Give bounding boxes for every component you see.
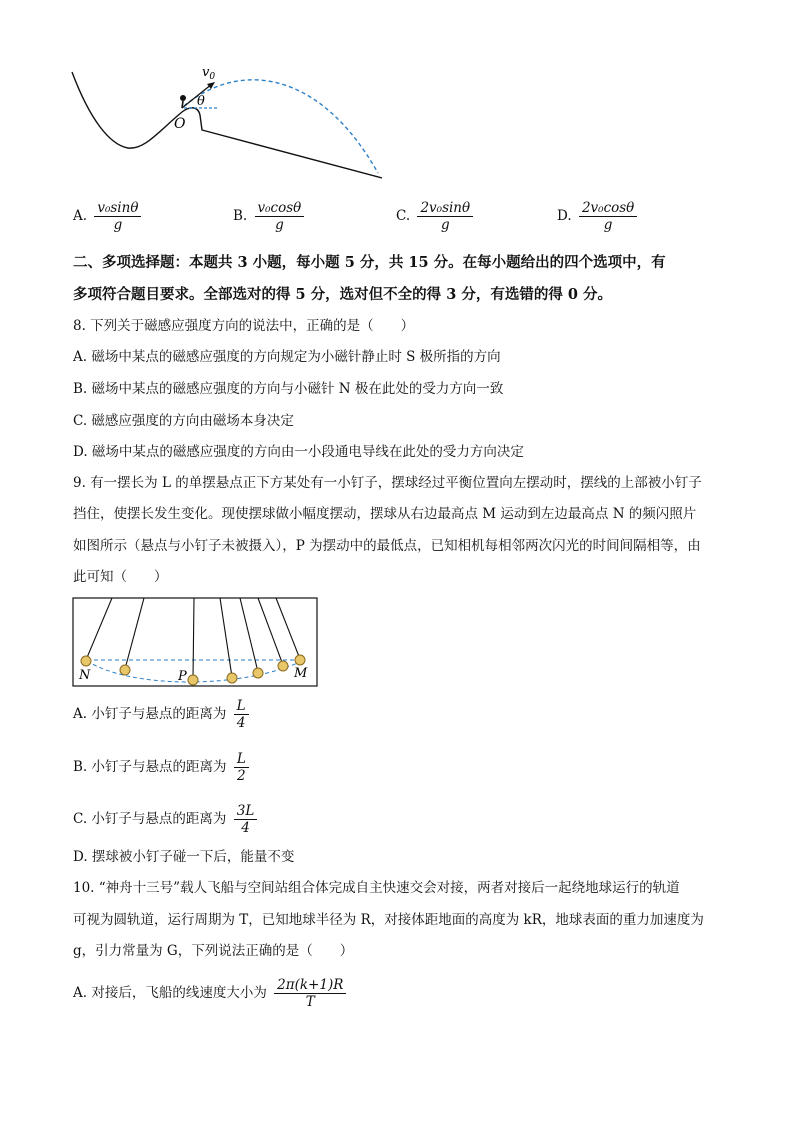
theta-label: θ — [197, 94, 205, 109]
q8-stem: 8. 下列关于磁感应强度方向的说法中，正确的是（ ） — [73, 318, 415, 334]
q7-option-a: A. $\frac{\text{v₀sinθ}}{g}$ — [73, 200, 141, 233]
q10-option-a: A. 对接后，飞船的线速度大小为 $\frac{2\pi(k+1)R}{T}$ — [73, 977, 346, 1010]
q8-option-d: D. 磁场中某点的磁感应强度的方向由一小段通电导线在此处的受力方向决定 — [73, 444, 524, 460]
skier-head — [180, 95, 186, 101]
q7-option-d: D. $\frac{\text{2v₀cosθ}}{g}$ — [557, 200, 637, 233]
pendulum-figure — [72, 597, 319, 689]
q9-option-c: C. 小钉子与悬点的距离为 $\frac{3L}{4}$ — [73, 803, 257, 836]
label-m: M — [294, 666, 308, 681]
ball — [227, 673, 237, 683]
q7-option-b: B. $\frac{\text{v₀cosθ}}{g}$ — [233, 200, 304, 233]
q9-line4: 此可知（ ） — [73, 569, 168, 585]
label-n: N — [79, 668, 91, 683]
ball — [278, 661, 288, 671]
trajectory-dashed — [184, 80, 378, 173]
ball — [120, 665, 130, 675]
q9-line3: 如图所示（悬点与小钉子未被摄入），P 为摆动中的最低点，已知相机每相邻两次闪光的时间间隔相等，由 — [73, 538, 701, 554]
arrow-head — [207, 82, 215, 89]
ball-p — [188, 675, 198, 685]
q9-option-b: B. 小钉子与悬点的距离为 $\frac{L}{2}$ — [73, 751, 249, 784]
v0-label: $v_0$ — [202, 65, 216, 82]
ramp-curve — [72, 72, 382, 178]
section2-line2: 多项符合题目要求。全部选对的得 5 分，选对但不全的得 3 分，有选错的得 0 分。 — [73, 286, 613, 303]
q8-option-c: C. 磁感应强度的方向由磁场本身决定 — [73, 413, 294, 429]
ball — [253, 668, 263, 678]
q10-line2: 可视为圆轨道，运行周期为 T，已知地球半径为 R，对接体距地面的高度为 kR，地球表面的重力加速度为 — [73, 912, 704, 928]
q8-option-a: A. 磁场中某点的磁感应强度的方向规定为小磁针静止时 S 极所指的方向 — [73, 349, 501, 365]
ball-n — [81, 656, 91, 666]
q8-option-b: B. 磁场中某点的磁感应强度的方向与小磁针 N 极在此处的受力方向一致 — [73, 381, 504, 397]
origin-label: O — [174, 116, 186, 132]
q9-option-a: A. 小钉子与悬点的距离为 $\frac{L}{4}$ — [73, 698, 249, 731]
q10-line3: g，引力常量为 G，下列说法正确的是（ ） — [73, 943, 354, 959]
q9-line1: 9. 有一摆长为 L 的单摆悬点正下方某处有一小钉子，摆球经过平衡位置向左摆动时，摆线的上部被小钉子 — [73, 475, 702, 491]
q10-line1: 10. “神舟十三号”载人飞船与空间站组合体完成自主快速交会对接，两者对接后一起绕地球运行的轨道 — [73, 880, 680, 896]
projectile-figure — [60, 60, 400, 190]
ball-m — [295, 655, 305, 665]
label-p: P — [178, 669, 187, 684]
q9-line2: 挡住，使摆长发生变化。现使摆球做小幅度摆动，摆球从右边最高点 M 运动到左边最高点 N 的频闪照片 — [73, 506, 697, 522]
section2-line1: 二、多项选择题：本题共 3 小题，每小题 5 分，共 15 分。在每小题给出的四个选项中，有 — [73, 254, 666, 271]
q7-option-c: C. $\frac{\text{2v₀sinθ}}{g}$ — [396, 200, 473, 233]
q9-option-d: D. 摆球被小钉子碰一下后，能量不变 — [73, 849, 295, 865]
